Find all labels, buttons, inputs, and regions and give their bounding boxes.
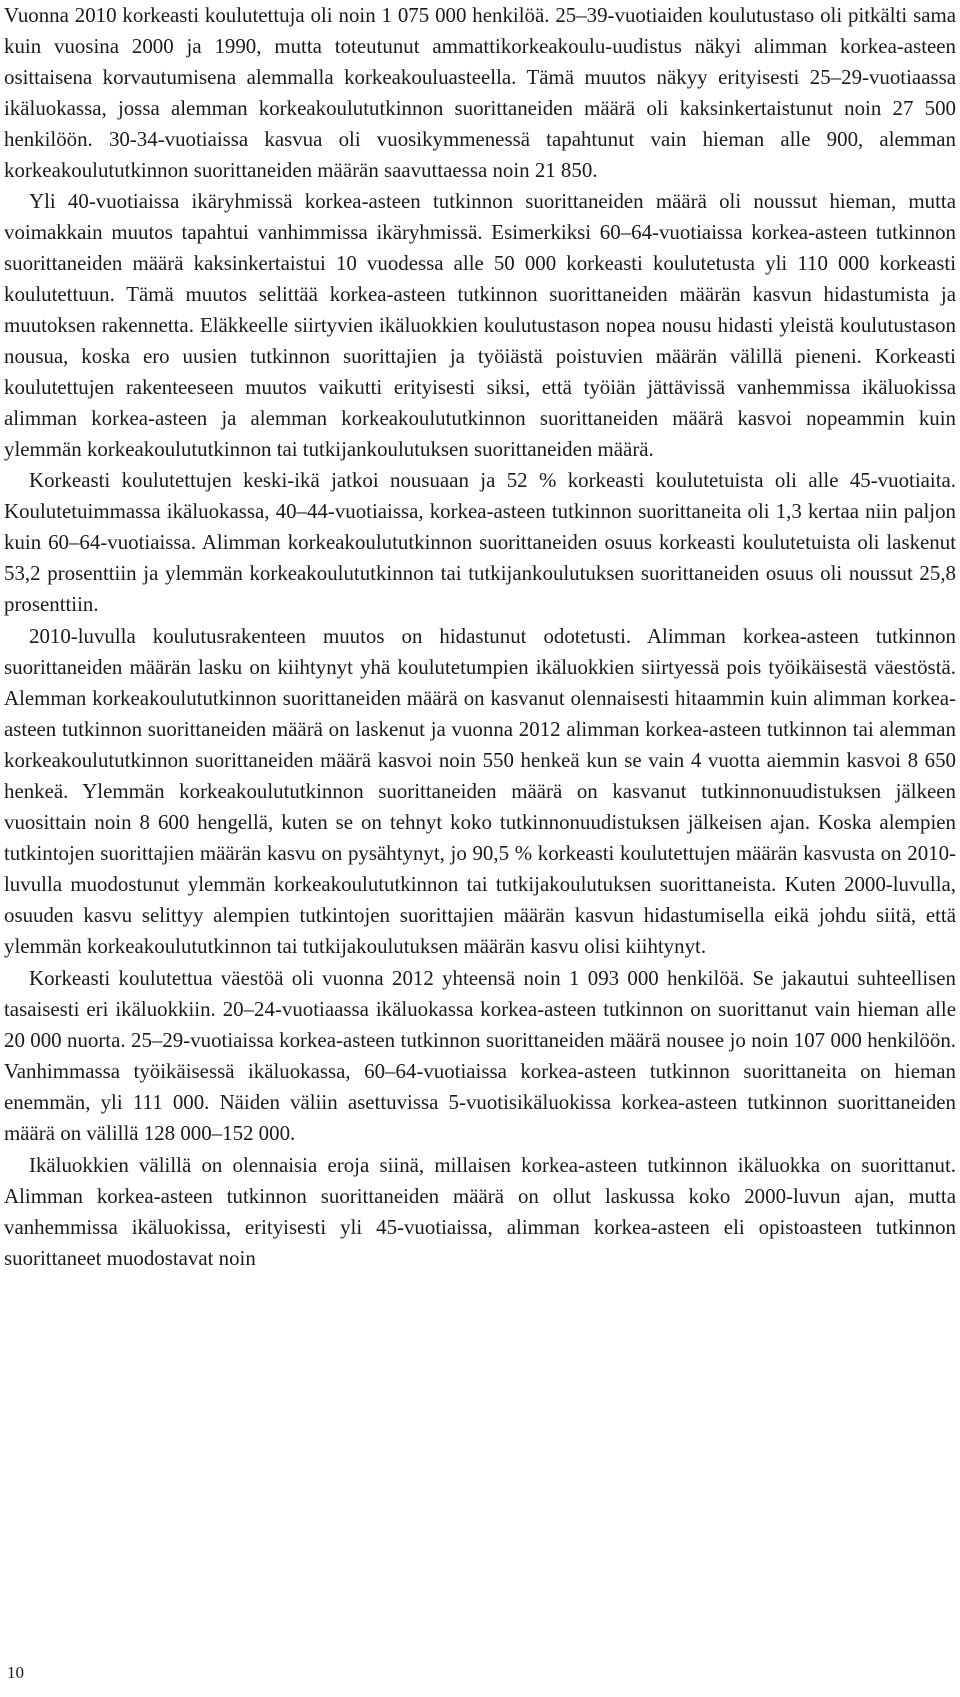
paragraph-3: Korkeasti koulutettujen keski-ikä jatkoi nousuaan ja 52 % korkeasti koulutetuista oli alle 45-vuotiaita. Koulutetuimmassa ikäluokassa, 40–44-vuotiaissa, korkea-asteen tutkinnon suorittaneita oli 1,3 kertaa niin paljon kuin 60–64-vuotiaissa. Alimman korkeakoulututkinnon suorittaneiden osuus korkeasti koulutetuista oli laskenut 53,2 prosenttiin ja ylemmän korkeakoulututkinnon tai tutkijankoulutuksen suorittaneiden osuus oli noussut 25,8 prosenttiin. (4, 468, 956, 616)
paragraph-1: Vuonna 2010 korkeasti koulutettuja oli noin 1 075 000 henkilöä. 25–39-vuotiaiden koulutustaso oli pitkälti sama kuin vuosina 2000 ja 1990, mutta toteutunut ammattikorkeakoulu-uudistus näkyi alimman korkea-asteen osittaisena korvautumisena alemmalla korkeakouluasteella. Tämä muutos näkyy erityisesti 25–29-vuotiaassa ikäluokassa, jossa alemman korkeakoulututkinnon suorittaneiden määrä oli kaksinkertaistunut noin 27 500 henkilöön. 30-34-vuotiaissa kasvua oli vuosikymmenessä tapahtunut vain hieman alle 900, alemman korkeakoulututkinnon suorittaneiden määrän saavuttaessa noin 21 850. (4, 3, 956, 182)
page-number: 10 (7, 1663, 24, 1682)
paragraph-2: Yli 40-vuotiaissa ikäryhmissä korkea-asteen tutkinnon suorittaneiden määrä oli noussut hieman, mutta voimakkain muutos tapahtui vanhimmissa ikäryhmissä. Esimerkiksi 60–64-vuotiaissa korkea-asteen tutkinnon suorittaneiden määrä kaksinkertaistui 10 vuodessa alle 50 000 korkeasti koulutetusta yli 110 000 korkeasti koulutettuun. Tämä muutos selittää korkea-asteen tutkinnon suorittaneiden määrän kasvun hidastumista ja muutoksen rakennetta. Eläkkeelle siirtyvien ikäluokkien koulutustason nopea nousu hidasti yleistä koulutustason nousua, koska ero uusien tutkinnon suorittajien ja työiästä poistuvien määrän välillä pieneni. Korkeasti koulutettujen rakenteeseen muutos vaikutti erityisesti siksi, että työiän jättävissä vanhemmissa ikäluokissa alimman korkea-asteen ja alemman korkeakoulututkinnon suorittaneiden määrä kasvoi nopeammin kuin ylemmän korkeakoulututkinnon tai tutkijankoulutuksen suorittaneiden määrä. (4, 189, 956, 461)
paragraph-5: Korkeasti koulutettua väestöä oli vuonna 2012 yhteensä noin 1 093 000 henkilöä. Se jakautui suhteellisen tasaisesti eri ikäluokkiin. 20–24-vuotiaassa ikäluokassa korkea-asteen tutkinnon on suorittanut vain hieman alle 20 000 nuorta. 25–29-vuotiaissa korkea-asteen tutkinnon suorittaneiden määrä nousee jo noin 107 000 henkilöön. Vanhimmassa työikäisessä ikäluokassa, 60–64-vuotiaissa korkea-asteen tutkinnon suorittaneita on hieman enemmän, yli 111 000. Näiden väliin asettuvissa 5-vuotisikäluokissa korkea-asteen tutkinnon suorittaneiden määrä on välillä 128 000–152 000. (4, 966, 956, 1145)
document-body (4, 0, 956, 1274)
paragraph-6: Ikäluokkien välillä on olennaisia eroja siinä, millaisen korkea-asteen tutkinnon ikäluokka on suorittanut. Alimman korkea-asteen tutkinnon suorittaneiden määrä on ollut laskussa koko 2000-luvun ajan, mutta vanhemmissa ikäluokissa, erityisesti yli 45-vuotiaissa, alimman korkea-asteen eli opistoasteen tutkinnon suorittaneet muodostavat noin (4, 1153, 956, 1270)
paragraph-4: 2010-luvulla koulutusrakenteen muutos on hidastunut odotetusti. Alimman korkea-asteen tutkinnon suorittaneiden määrän lasku on kiihtynyt yhä koulutetumpien ikäluokkien siirtyessä pois työikäisestä väestöstä. Alemman korkeakoulututkinnon suorittaneiden määrä on kasvanut olennaisesti hitaammin kuin alimman korkea-asteen tutkinnon suorittaneiden määrä on laskenut ja vuonna 2012 alimman korkea-asteen tutkinnon tai alemman korkeakoulututkinnon suorittaneiden määrä kasvoi noin 550 henkeä kun se vain 4 vuotta aiemmin kasvoi 8 650 henkeä. Ylemmän korkeakoulututkinnon suorittaneiden määrä on kasvanut tutkinnonuudistuksen jälkeen vuosittain noin 8 600 hengellä, kuten se on tehnyt koko tutkinnonuudistuksen jälkeisen ajan. Koska alempien tutkintojen suorittajien määrän kasvu on pysähtynyt, jo 90,5 % korkeasti koulutettujen määrän kasvusta on 2010-luvulla muodostunut ylemmän korkeakoulututkinnon tai tutkijakoulutuksen suorittaneista. Kuten 2000-luvulla, osuuden kasvu selittyy alempien tutkintojen suorittajien määrän kasvun hidastumisella eikä johdu siitä, että ylemmän korkeakoulututkinnon tai tutkijakoulutuksen määrän kasvu olisi kiihtynyt. (4, 624, 956, 958)
